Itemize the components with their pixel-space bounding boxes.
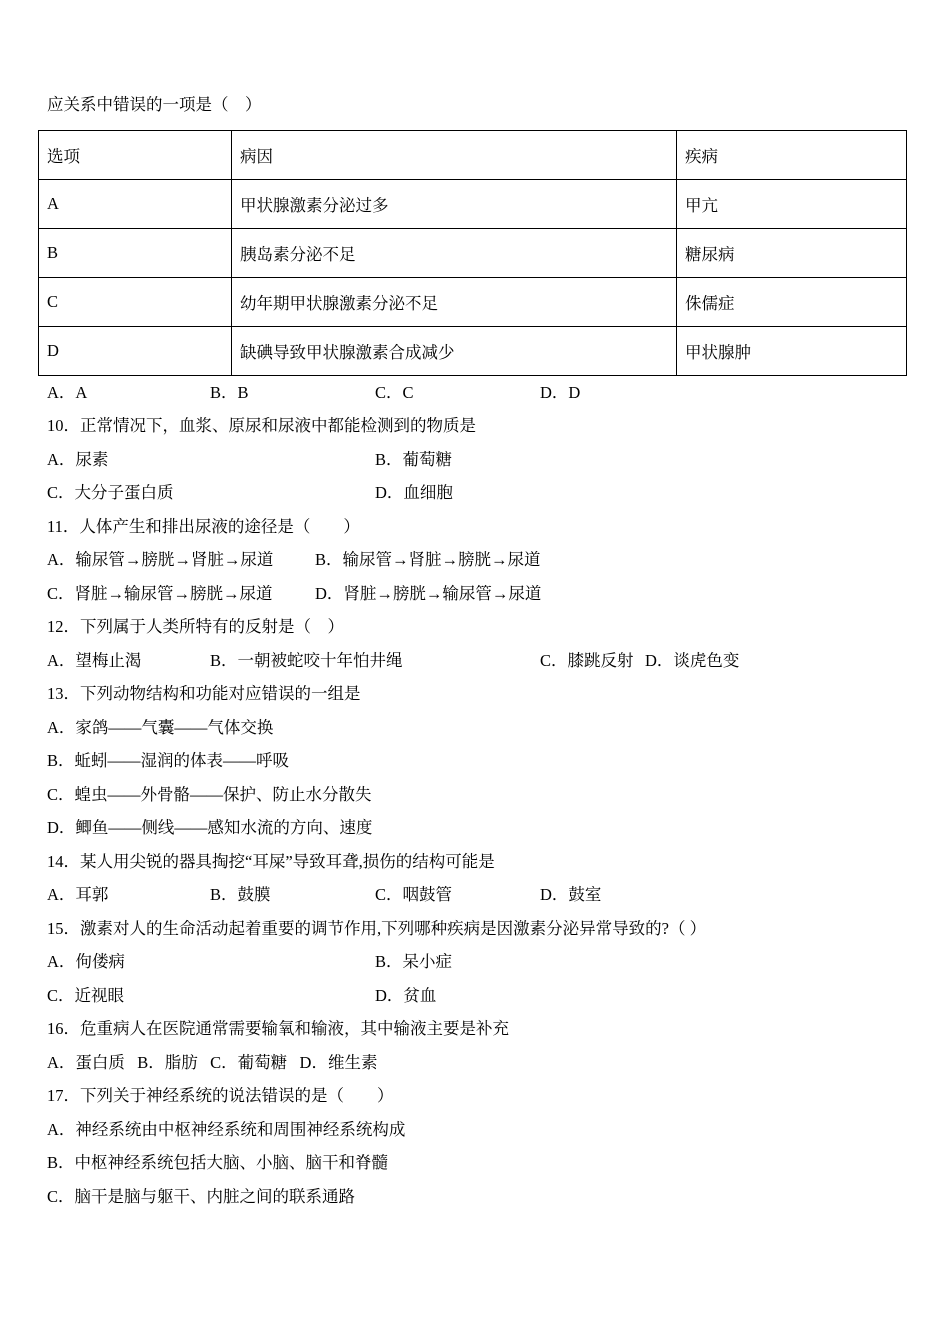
q13-stem: 13．下列动物结构和功能对应错误的一组是 — [47, 684, 361, 703]
table-cell: 幼年期甲状腺激素分泌不足 — [232, 277, 677, 326]
q11-option-a: A．输尿管→膀胱→肾脏→尿道 — [47, 550, 274, 569]
q14-option-c: C．咽鼓管 — [375, 885, 453, 904]
q13-option-b: B．蚯蚓——湿润的体表——呼吸 — [47, 751, 290, 770]
q9-table — [38, 130, 907, 376]
q12-option-a: A．望梅止渴 — [47, 650, 142, 670]
q9-option-a: A．A — [47, 382, 88, 402]
table-cell: 糖尿病 — [677, 228, 907, 277]
table-cell: 胰岛素分泌不足 — [232, 228, 677, 277]
q10-option-a: A．尿素 — [47, 449, 109, 469]
table-header-cause: 病因 — [232, 130, 677, 179]
table-header-option: 选项 — [39, 130, 232, 179]
q11-option-c: C．肾脏→输尿管→膀胱→尿道 — [47, 583, 273, 603]
q15-options-row-1 — [47, 945, 903, 979]
q17-option-c: C．脑干是脑与躯干、内脏之间的联系通路 — [47, 1186, 356, 1206]
q9-answer-options — [47, 376, 903, 410]
q10-option-c: C．大分子蛋白质 — [47, 483, 174, 502]
q11-option-b: B．输尿管→肾脏→膀胱→尿道 — [315, 550, 541, 569]
q15-option-c: C．近视眼 — [47, 985, 125, 1005]
table-cell: 甲状腺肿 — [677, 326, 907, 375]
question-9-intro: 应关系中错误的一项是（ ） — [47, 95, 262, 114]
q10-options-row-1 — [47, 443, 903, 477]
table-row — [39, 179, 907, 228]
q13-option-a: A．家鸽——气囊——气体交换 — [47, 717, 274, 737]
q9-option-c: C．C — [375, 382, 414, 402]
q14-option-d: D．鼓室 — [540, 885, 602, 904]
q13-option-c: C．蝗虫——外骨骼——保护、防止水分散失 — [47, 784, 372, 804]
q10-stem: 10．正常情况下，血浆、原尿和尿液中都能检测到的物质是 — [47, 416, 476, 435]
q15-options-row-2 — [47, 979, 903, 1013]
q9-option-b: B．B — [210, 382, 249, 402]
q11-stem: 11．人体产生和排出尿液的途径是（ ） — [47, 516, 360, 536]
table-cell: C — [39, 277, 232, 326]
q16-stem: 16．危重病人在医院通常需要输氧和输液，其中输液主要是补充 — [47, 1019, 509, 1038]
table-header-row — [39, 130, 907, 179]
q17-stem: 17．下列关于神经系统的说法错误的是（ ） — [47, 1086, 394, 1105]
q17-option-b: B．中枢神经系统包括大脑、小脑、脑干和脊髓 — [47, 1153, 389, 1172]
q15-option-b: B．呆小症 — [375, 952, 453, 971]
q12-option-d: D．谈虎色变 — [645, 650, 740, 670]
table-header-disease: 疾病 — [677, 130, 907, 179]
table-cell: 侏儒症 — [677, 277, 907, 326]
q12-option-b: B．一朝被蛇咬十年怕井绳 — [210, 650, 403, 670]
table-row — [39, 326, 907, 375]
q15-option-a: A．佝偻病 — [47, 952, 125, 971]
q15-option-d: D．贫血 — [375, 985, 437, 1005]
q12-stem: 12．下列属于人类所特有的反射是（ ） — [47, 617, 344, 636]
q14-stem: 14．某人用尖锐的器具掏挖“耳屎”导致耳聋,损伤的结构可能是 — [47, 851, 495, 871]
q13-option-d: D．鲫鱼——侧线——感知水流的方向、速度 — [47, 818, 373, 837]
q11-option-d: D．肾脏→膀胱→输尿管→尿道 — [315, 583, 542, 603]
q14-options-row — [47, 878, 903, 912]
q10-option-b: B．葡萄糖 — [375, 449, 453, 469]
table-cell: 缺碘导致甲状腺激素合成减少 — [232, 326, 677, 375]
q12-options-row — [47, 644, 903, 678]
q10-option-d: D．血细胞 — [375, 483, 453, 502]
q12-option-c: C．膝跳反射 — [540, 650, 634, 670]
q10-options-row-2 — [47, 476, 903, 510]
table-cell: D — [39, 326, 232, 375]
q11-options-row-1 — [47, 543, 903, 577]
q16-options-row: A．蛋白质 B．脂肪 C．葡萄糖 D．维生素 — [47, 1052, 378, 1072]
q14-option-b: B．鼓膜 — [210, 885, 271, 904]
table-cell: B — [39, 228, 232, 277]
table-cell: 甲状腺激素分泌过多 — [232, 179, 677, 228]
q14-option-a: A．耳郭 — [47, 885, 109, 904]
q9-option-d: D．D — [540, 382, 581, 402]
table-cell: A — [39, 179, 232, 228]
q15-stem: 15．激素对人的生命活动起着重要的调节作用,下列哪种疾病是因激素分泌异常导致的?（ ） — [47, 918, 707, 938]
table-row — [39, 228, 907, 277]
table-cell: 甲亢 — [677, 179, 907, 228]
q11-options-row-2 — [47, 577, 903, 611]
q17-option-a: A．神经系统由中枢神经系统和周围神经系统构成 — [47, 1119, 406, 1139]
table-row — [39, 277, 907, 326]
